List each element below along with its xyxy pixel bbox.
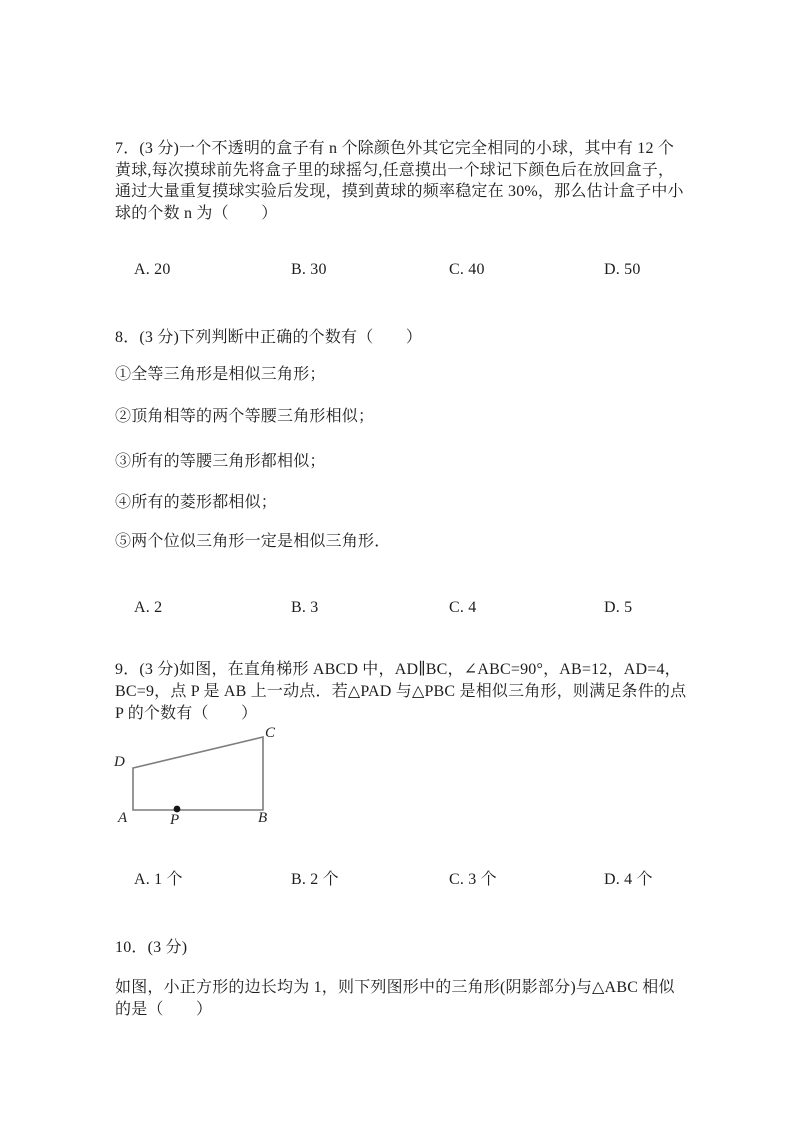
q8-statement-5-text: ⑤两个位似三角形一定是相似三角形．: [115, 533, 391, 550]
q8-statement-4: [115, 492, 277, 514]
q9-option-d: D. 4 个: [604, 871, 653, 888]
q8-statement-3: [115, 451, 326, 473]
question-9-options: [0, 869, 793, 891]
question-7-text: [115, 138, 684, 224]
q7-option-a: A. 20: [134, 261, 171, 278]
q8-option-c: C. 4: [449, 599, 477, 616]
question-7-line-2: 黄球,每次摸球前先将盒子里的球摇匀,任意摸出一个球记下颜色后在放回盒子，: [115, 161, 675, 179]
q9-trapezoid-diagram: [112, 720, 312, 832]
q7-option-b: B. 30: [291, 261, 327, 278]
q8-statement-5: [115, 531, 390, 553]
vertex-label-b: B: [258, 810, 268, 826]
question-8-header: [115, 327, 422, 349]
q8-option-d: D. 5: [604, 599, 633, 616]
question-8-header-text: 8．(3 分)下列判断中正确的个数有（ ）: [115, 329, 423, 346]
question-7-line-4: 球的个数 n 为（ ）: [115, 204, 278, 222]
question-8-options: [0, 597, 793, 619]
question-10-line-2: 的是（ ）: [115, 1001, 213, 1018]
question-7-options: [0, 259, 793, 281]
question-7-line-1: 7．(3 分)一个不透明的盒子有 n 个除颜色外其它完全相同的小球，其中有 12 个: [115, 140, 675, 157]
question-9-line-3: P 的个数有（ ）: [115, 705, 258, 722]
q8-statement-1-text: ①全等三角形是相似三角形；: [115, 366, 326, 383]
q7-option-c: C. 40: [449, 261, 485, 278]
q7-option-d: D. 50: [604, 261, 641, 278]
q8-statement-4-text: ④所有的菱形都相似；: [115, 494, 278, 511]
q8-option-b: B. 3: [291, 599, 319, 616]
question-10-text: [115, 977, 675, 1021]
question-7-line-3: 通过大量重复摸球实验后发现，摸到黄球的频率稳定在 30%，那么估计盒子中小: [115, 183, 684, 200]
vertex-label-d: D: [114, 754, 125, 770]
question-9-line-1: 9．(3 分)如图，在直角梯形 ABCD 中，AD∥BC，∠ABC=90°，AB=12，AD=4，: [115, 661, 681, 678]
q9-option-c: C. 3 个: [449, 871, 497, 888]
q8-statement-1: [115, 364, 326, 386]
q8-statement-3-text: ③所有的等腰三角形都相似；: [115, 453, 326, 470]
question-10-header-text: 10．(3 分): [115, 939, 188, 956]
trapezoid-figure: [112, 720, 312, 832]
question-10-line-1: 如图，小正方形的边长均为 1，则下列图形中的三角形(阴影部分)与△ABC 相似: [115, 979, 675, 996]
q8-statement-2-text: ②顶角相等的两个等腰三角形相似；: [115, 408, 375, 425]
question-9-line-2: BC=9，点 P 是 AB 上一动点．若△PAD 与△PBC 是相似三角形，则满足条件的点: [115, 683, 687, 700]
q9-option-a: A. 1 个: [134, 871, 183, 888]
trapezoid-outline: [133, 737, 263, 810]
vertex-label-a: A: [118, 810, 128, 826]
q9-option-b: B. 2 个: [291, 871, 339, 888]
question-9-text: [115, 659, 686, 725]
vertex-label-c: C: [265, 725, 276, 741]
question-10-header: [115, 937, 187, 959]
q8-option-a: A. 2: [134, 599, 163, 616]
vertex-label-p: P: [170, 812, 180, 828]
q8-statement-2: [115, 406, 374, 428]
